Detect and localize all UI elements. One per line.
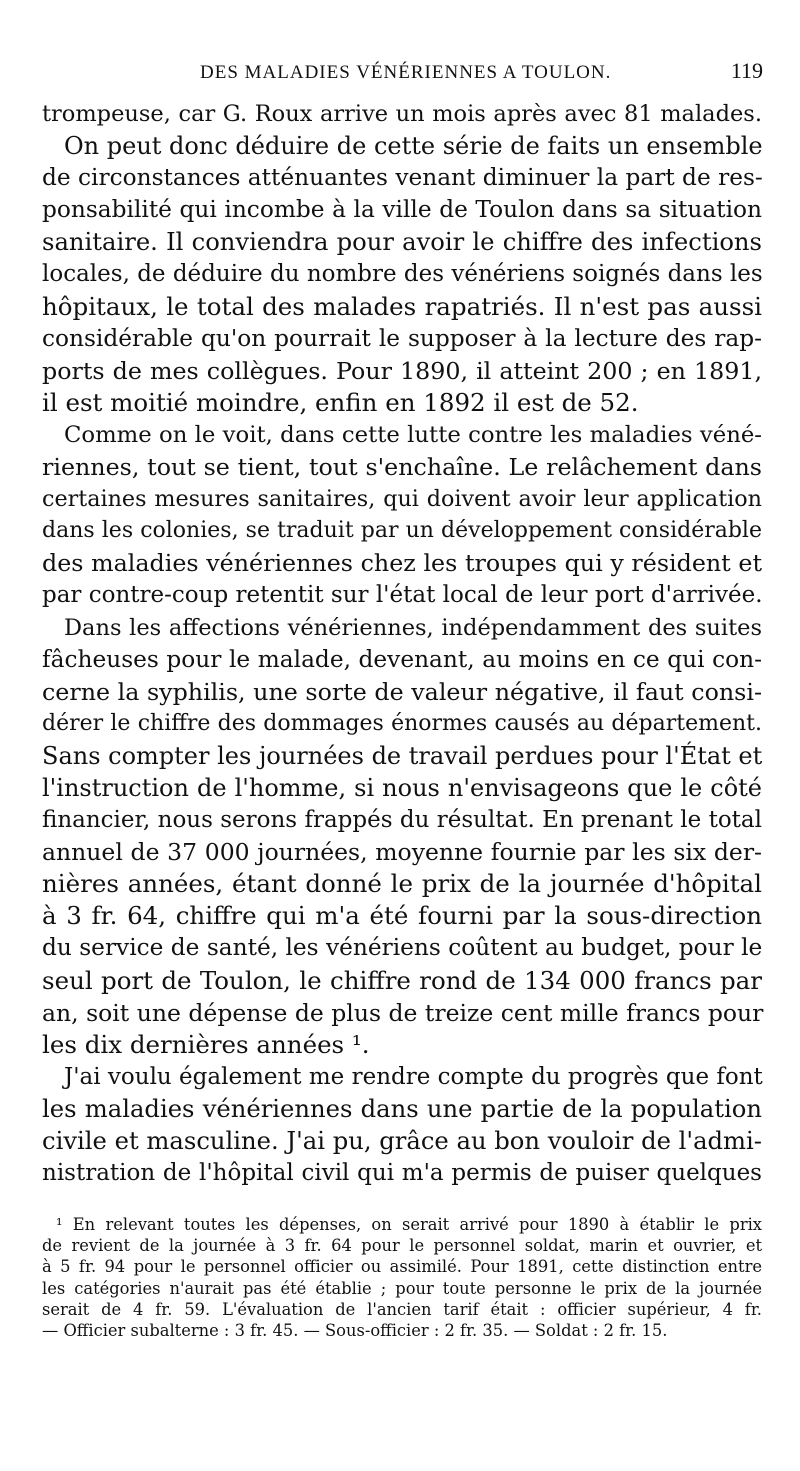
- text-line: dans les colonies, se traduit par un développement considérable: [42, 518, 762, 544]
- text-line: hôpitaux, le total des malades rapatriés. Il n'est pas aussi: [42, 291, 762, 321]
- text-line: annuel de 37 000 journées, moyenne fournie par les six der-: [42, 838, 762, 867]
- footnote-line: serait de 4 fr. 59. L'évaluation de l'ancien tarif était : officier supérieur, 4 fr.: [42, 1299, 762, 1319]
- text-line: des maladies vénériennes chez les troupes qui y résident et: [42, 549, 762, 578]
- text-line: sanitaire. Il conviendra pour avoir le chiffre des infections: [42, 227, 762, 257]
- text-line: à 3 fr. 64, chiffre qui m'a été fourni par la sous-direction: [42, 901, 762, 931]
- text-line: Sans compter les journées de travail perdues pour l'État et: [42, 741, 763, 770]
- text-line: ponsabilité qui incombe à la ville de Toulon dans sa situation: [42, 196, 762, 224]
- text-line: seul port de Toulon, le chiffre rond de 134 000 francs par: [42, 965, 762, 995]
- text-line: les dix dernières années ¹.: [42, 1029, 370, 1059]
- body-text: [42, 98, 762, 1189]
- text-line: du service de santé, les vénériens coûtent au budget, pour le: [42, 934, 763, 962]
- text-line: civile et masculine. J'ai pu, grâce au bon vouloir de l'admi-: [42, 1126, 762, 1155]
- text-line: les maladies vénériennes dans une partie de la population: [42, 1093, 762, 1123]
- text-line: considérable qu'on pourrait le supposer à la lecture des rap-: [42, 324, 762, 352]
- text-line: Dans les affections vénériennes, indépendamment des suites: [64, 614, 762, 641]
- page-number: 119: [730, 58, 763, 83]
- text-line: J'ai voulu également me rendre compte du progrès que font: [64, 1063, 763, 1090]
- footnote-line: de revient de la journée à 3 fr. 64 pour le personnel soldat, marin et ouvrier, et: [42, 1236, 762, 1256]
- footnote-line: à 5 fr. 94 pour le personnel officier ou assimilé. Pour 1891, cette distinction entre: [42, 1257, 762, 1277]
- footnote-line: les catégories n'aurait pas été établie ; pour toute personne le prix de la journée: [42, 1278, 762, 1298]
- text-line: de circonstances atténuantes venant diminuer la part de res-: [42, 164, 763, 192]
- text-line: nistration de l'hôpital civil qui m'a permis de puiser quelques: [42, 1160, 762, 1187]
- text-line: fâcheuses pour le malade, devenant, au moins en ce qui con-: [42, 645, 762, 673]
- text-line: par contre-coup retentit sur l'état local de leur port d'arrivée.: [42, 582, 763, 609]
- text-line: locales, de déduire du nombre des vénériens soignés dans les: [42, 261, 763, 288]
- text-line: trompeuse, car G. Roux arrive un mois après avec 81 malades.: [42, 101, 762, 127]
- text-line: certaines mesures sanitaires, qui doivent avoir leur application: [42, 486, 762, 513]
- text-line: financier, nous serons frappés du résultat. En prenant le total: [42, 807, 762, 834]
- footnotes: [42, 1214, 762, 1341]
- running-title: DES MALADIES VÉNÉRIENNES A TOULON.: [200, 62, 612, 83]
- text-line: dérer le chiffre des dommages énormes causés au département.: [42, 710, 762, 736]
- text-line: nières années, étant donné le prix de la journée d'hôpital: [42, 869, 762, 899]
- footnote-line: ¹ En relevant toutes les dépenses, on serait arrivé pour 1890 à établir le prix: [56, 1215, 762, 1234]
- text-line: il est moitié moindre, enfin en 1892 il est de 52.: [42, 387, 639, 417]
- text-line: On peut donc déduire de cette série de faits un ensemble: [64, 132, 763, 161]
- text-line: Comme on le voit, dans cette lutte contre les maladies véné-: [64, 421, 762, 448]
- text-line: riennes, tout se tient, tout s'enchaîne. Le relâchement dans: [42, 453, 762, 482]
- text-line: l'instruction de l'homme, si nous n'envisageons que le côté: [42, 773, 762, 802]
- text-line: ports de mes collègues. Pour 1890, il atteint 200 ; en 1891,: [42, 356, 762, 385]
- footnote-line: — Officier subalterne : 3 fr. 45. — Sous-officier : 2 fr. 35. — Soldat : 2 fr. 15.: [42, 1320, 668, 1340]
- text-line: cerne la syphilis, une sorte de valeur négative, il faut consi-: [42, 677, 762, 706]
- text-line: an, soit une dépense de plus de treize cent mille francs pour: [42, 998, 764, 1027]
